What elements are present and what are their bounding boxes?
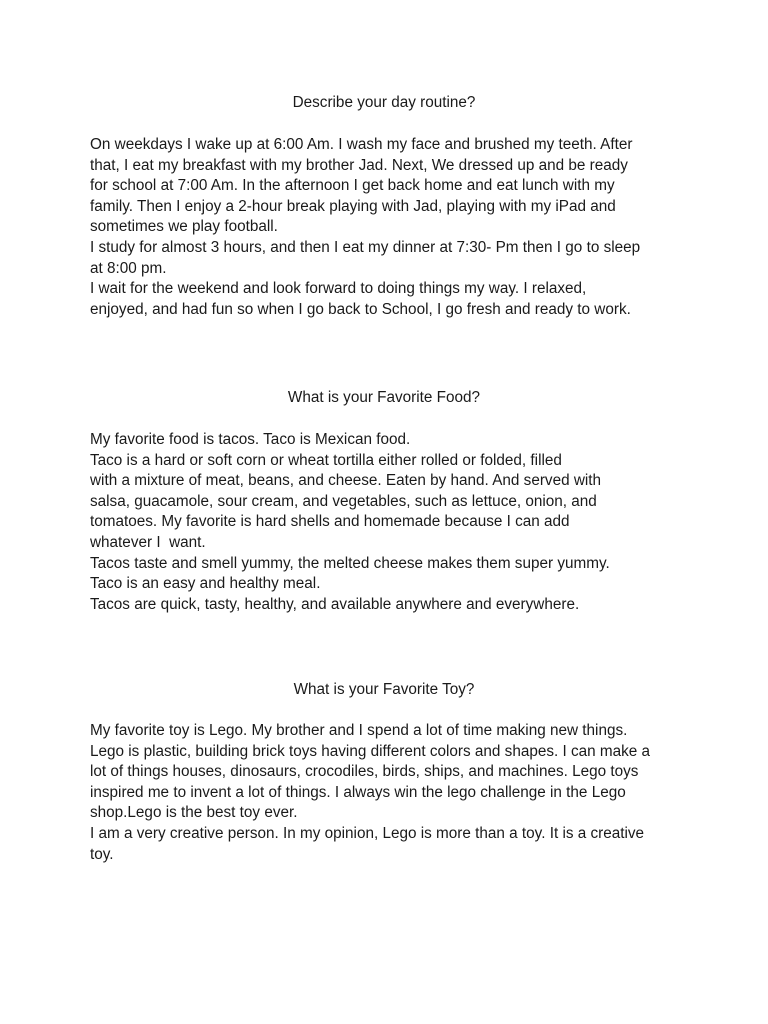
text-line: tomatoes. My favorite is hard shells and homemade because I can add — [90, 513, 570, 531]
text-line: My favorite food is tacos. Taco is Mexican food. — [90, 431, 411, 448]
text-line: I study for almost 3 hours, and then I eat my dinner at 7:30- Pm then I go to sleep — [90, 238, 641, 256]
paragraph-day-routine — [90, 135, 640, 320]
text-line: Tacos are quick, tasty, healthy, and available anywhere and everywhere. — [90, 595, 580, 613]
paragraph-favorite-food — [90, 430, 610, 615]
text-line: On weekdays I wake up at 6:00 Am. I wash my face and brushed my teeth. After — [90, 136, 633, 153]
text-line: for school at 7:00 Am. In the afternoon I get back home and eat lunch with my — [90, 177, 615, 195]
paragraph-favorite-toy — [90, 721, 650, 865]
section-heading-favorite-toy: What is your Favorite Toy? — [293, 681, 475, 698]
text-line: with a mixture of meat, beans, and cheese. Eaten by hand. And served with — [90, 472, 602, 490]
text-line: inspired me to invent a lot of things. I always win the lego challenge in the Lego — [90, 783, 626, 801]
text-line: that, I eat my breakfast with my brother Jad. Next, We dressed up and be ready — [90, 156, 628, 174]
text-line: whatever I want. — [90, 533, 206, 551]
text-line: Lego is plastic, building brick toys having different colors and shapes. I can make a — [90, 742, 651, 760]
text-line: sometimes we play football. — [90, 218, 278, 236]
text-line: salsa, guacamole, sour cream, and vegetables, such as lettuce, onion, and — [90, 492, 597, 510]
text-line: shop.Lego is the best toy ever. — [90, 804, 298, 822]
text-line: family. Then I enjoy a 2-hour break playing with Jad, playing with my iPad and — [90, 197, 616, 215]
section-heading-day-routine: Describe your day routine? — [292, 94, 476, 111]
text-line: My favorite toy is Lego. My brother and I spend a lot of time making new things. — [90, 722, 628, 739]
section-heading-favorite-food: What is your Favorite Food? — [287, 389, 481, 406]
text-line: Taco is a hard or soft corn or wheat tortilla either rolled or folded, filled — [90, 451, 562, 469]
text-line: lot of things houses, dinosaurs, crocodiles, birds, ships, and machines. Lego toys — [90, 763, 639, 781]
text-line: at 8:00 pm. — [90, 259, 167, 277]
text-line: Tacos taste and smell yummy, the melted cheese makes them super yummy. — [90, 554, 610, 572]
text-line: enjoyed, and had fun so when I go back to School, I go fresh and ready to work. — [90, 300, 631, 318]
text-line: I am a very creative person. In my opinion, Lego is more than a toy. It is a creative — [90, 824, 645, 842]
text-line: Taco is an easy and healthy meal. — [90, 575, 321, 593]
text-line: toy. — [90, 845, 114, 863]
text-line: I wait for the weekend and look forward to doing things my way. I relaxed, — [90, 280, 587, 298]
